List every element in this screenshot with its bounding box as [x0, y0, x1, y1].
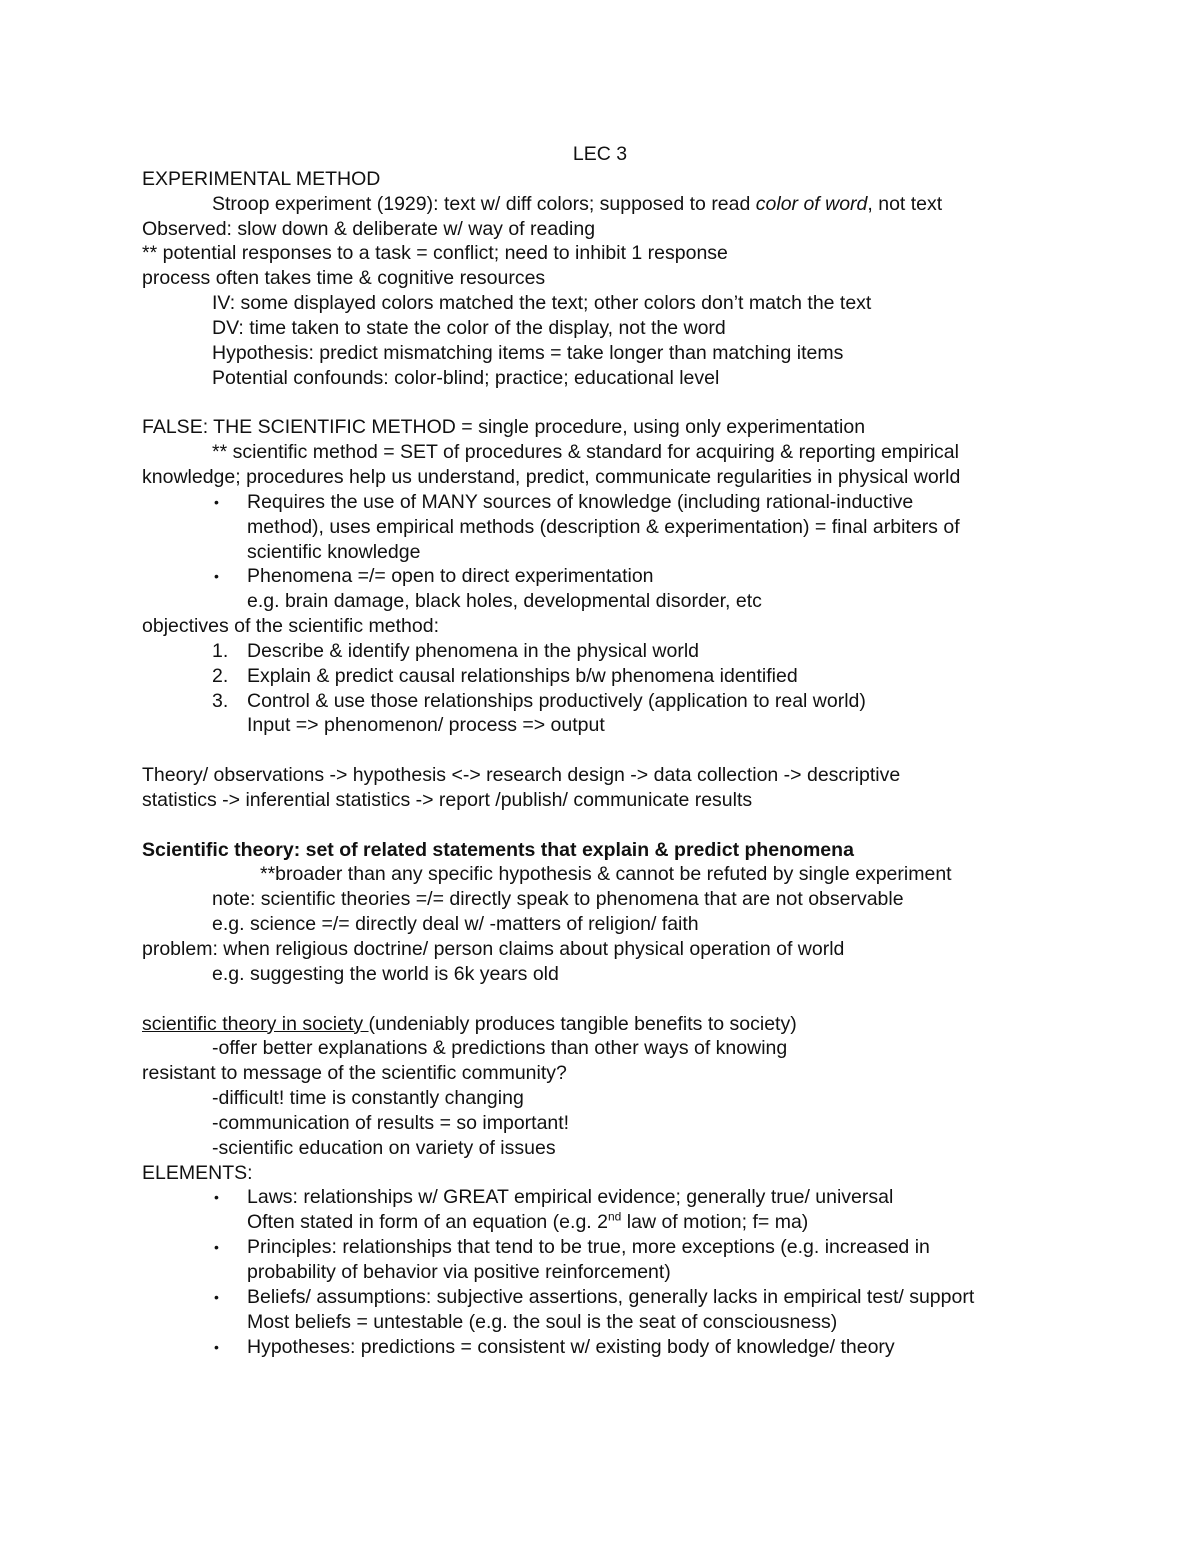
difficult-line: -difficult! time is constantly changing [212, 1087, 524, 1110]
education-line: -scientific education on variety of issues [212, 1136, 556, 1159]
bullet-icon: • [214, 1338, 219, 1355]
item-number: 1. [212, 639, 229, 662]
bullet-continuation: Most beliefs = untestable (e.g. the soul is the seat of consciousness) [247, 1310, 838, 1333]
bullet-item-phenomena [0, 564, 1200, 589]
potential-line: ** potential responses to a task = conflict; need to inhibit 1 response [142, 242, 728, 265]
observed-line: Observed: slow down & deliberate w/ way of reading [142, 217, 596, 240]
confounds-line: Potential confounds: color-blind; practice; educational level [212, 366, 720, 389]
item-text: Describe & identify phenomena in the physical world [247, 639, 699, 662]
false-heading: FALSE: THE SCIENTIFIC METHOD = single procedure, using only experimentation [142, 416, 866, 439]
bullet-item-sources [0, 490, 1200, 515]
item-text: Explain & predict causal relationships b/w phenomena identified [247, 664, 798, 687]
broader-line: **broader than any specific hypothesis & cannot be refuted by single experiment [260, 863, 952, 886]
bullet-continuation: e.g. brain damage, black holes, developmental disorder, etc [247, 590, 762, 613]
stroop-line [0, 192, 1200, 217]
bullet-icon: • [214, 568, 219, 585]
bullet-continuation: method), uses empirical methods (description & experimentation) = final arbiters of [247, 515, 960, 538]
elements-heading: ELEMENTS: [142, 1161, 253, 1184]
bullet-continuation: probability of behavior via positive reinforcement) [247, 1260, 671, 1283]
offer-line: -offer better explanations & predictions than other ways of knowing [212, 1037, 788, 1060]
society-heading-rest: (undeniably produces tangible benefits to society) [368, 1012, 797, 1035]
problem-line: problem: when religious doctrine/ person claims about physical operation of world [142, 938, 845, 960]
io-line: Input => phenomenon/ process => output [247, 714, 605, 737]
laws-prefix: Often stated in form of an equation (e.g. 2 [247, 1211, 608, 1234]
dv-line: DV: time taken to state the color of the display, not the word [212, 316, 726, 339]
item-number: 2. [212, 664, 229, 687]
stroop-suffix: , not text [867, 192, 943, 215]
numbered-item [0, 664, 1200, 689]
document-page [0, 142, 1200, 1359]
hypothesis-line: Hypothesis: predict mismatching items = take longer than matching items [212, 341, 844, 364]
item-number: 3. [212, 689, 229, 712]
bullet-icon: • [214, 1288, 219, 1305]
laws-superscript: nd [607, 1209, 622, 1224]
item-text: Control & use those relationships productively (application to real world) [247, 689, 866, 712]
process-line: process often takes time & cognitive resources [142, 267, 546, 290]
bullet-continuation [0, 1210, 1200, 1235]
theory-heading: Scientific theory: set of related statements that explain & predict phenomena [142, 838, 854, 861]
eg-world-line: e.g. suggesting the world is 6k years old [212, 962, 559, 985]
numbered-item [0, 689, 1200, 714]
bullet-icon: • [214, 1239, 219, 1256]
communication-line: -communication of results = so important! [212, 1111, 570, 1134]
spacer [0, 813, 1200, 838]
flow-line-1: Theory/ observations -> hypothesis <-> research design -> data collection -> descriptive [142, 764, 901, 787]
bullet-item-laws [0, 1185, 1200, 1210]
resistant-line: resistant to message of the scientific community? [142, 1062, 567, 1085]
flow-line-2: statistics -> inferential statistics -> report /publish/ communicate results [142, 788, 753, 811]
definition-line-2: knowledge; procedures help us understand, predict, communicate regularities in physical world [142, 465, 961, 488]
bullet-text: Principles: relationships that tend to be true, more exceptions (e.g. increased in [247, 1236, 930, 1259]
bullet-icon: • [214, 1189, 219, 1206]
bullet-item-hypotheses [0, 1335, 1200, 1360]
spacer [0, 738, 1200, 763]
bullet-text: Hypotheses: predictions = consistent w/ existing body of knowledge/ theory [247, 1335, 895, 1358]
bullet-icon: • [214, 493, 219, 510]
page-title: LEC 3 [572, 143, 628, 165]
society-heading [0, 1012, 1200, 1037]
bullet-text: Beliefs/ assumptions: subjective assertions, generally lacks in empirical test/ support [247, 1285, 975, 1308]
bullet-item-principles [0, 1235, 1200, 1260]
note-line: note: scientific theories =/= directly speak to phenomena that are not observable [212, 888, 904, 911]
bullet-item-beliefs [0, 1285, 1200, 1310]
laws-suffix: law of motion; f= ma) [621, 1211, 809, 1234]
eg-religion-line: e.g. science =/= directly deal w/ -matters of religion/ faith [212, 913, 699, 936]
spacer [0, 390, 1200, 415]
stroop-prefix: Stroop experiment (1929): text w/ diff colors; supposed to read [212, 192, 756, 215]
society-heading-underlined: scientific theory in society [142, 1012, 369, 1035]
experimental-heading: EXPERIMENTAL METHOD [142, 167, 381, 190]
bullet-text: Requires the use of MANY sources of knowledge (including rational-inductive [247, 490, 914, 513]
bullet-text: Phenomena =/= open to direct experimentation [247, 565, 654, 588]
bullet-text: Laws: relationships w/ GREAT empirical evidence; generally true/ universal [247, 1186, 894, 1209]
stroop-italic: color of word [755, 192, 868, 215]
definition-line-1: ** scientific method = SET of procedures & standard for acquiring & reporting empirical [212, 441, 959, 464]
spacer [0, 987, 1200, 1012]
iv-line: IV: some displayed colors matched the text; other colors don’t match the text [212, 292, 872, 315]
bullet-continuation: scientific knowledge [247, 540, 421, 563]
numbered-item [0, 639, 1200, 664]
objectives-heading: objectives of the scientific method: [142, 615, 439, 638]
